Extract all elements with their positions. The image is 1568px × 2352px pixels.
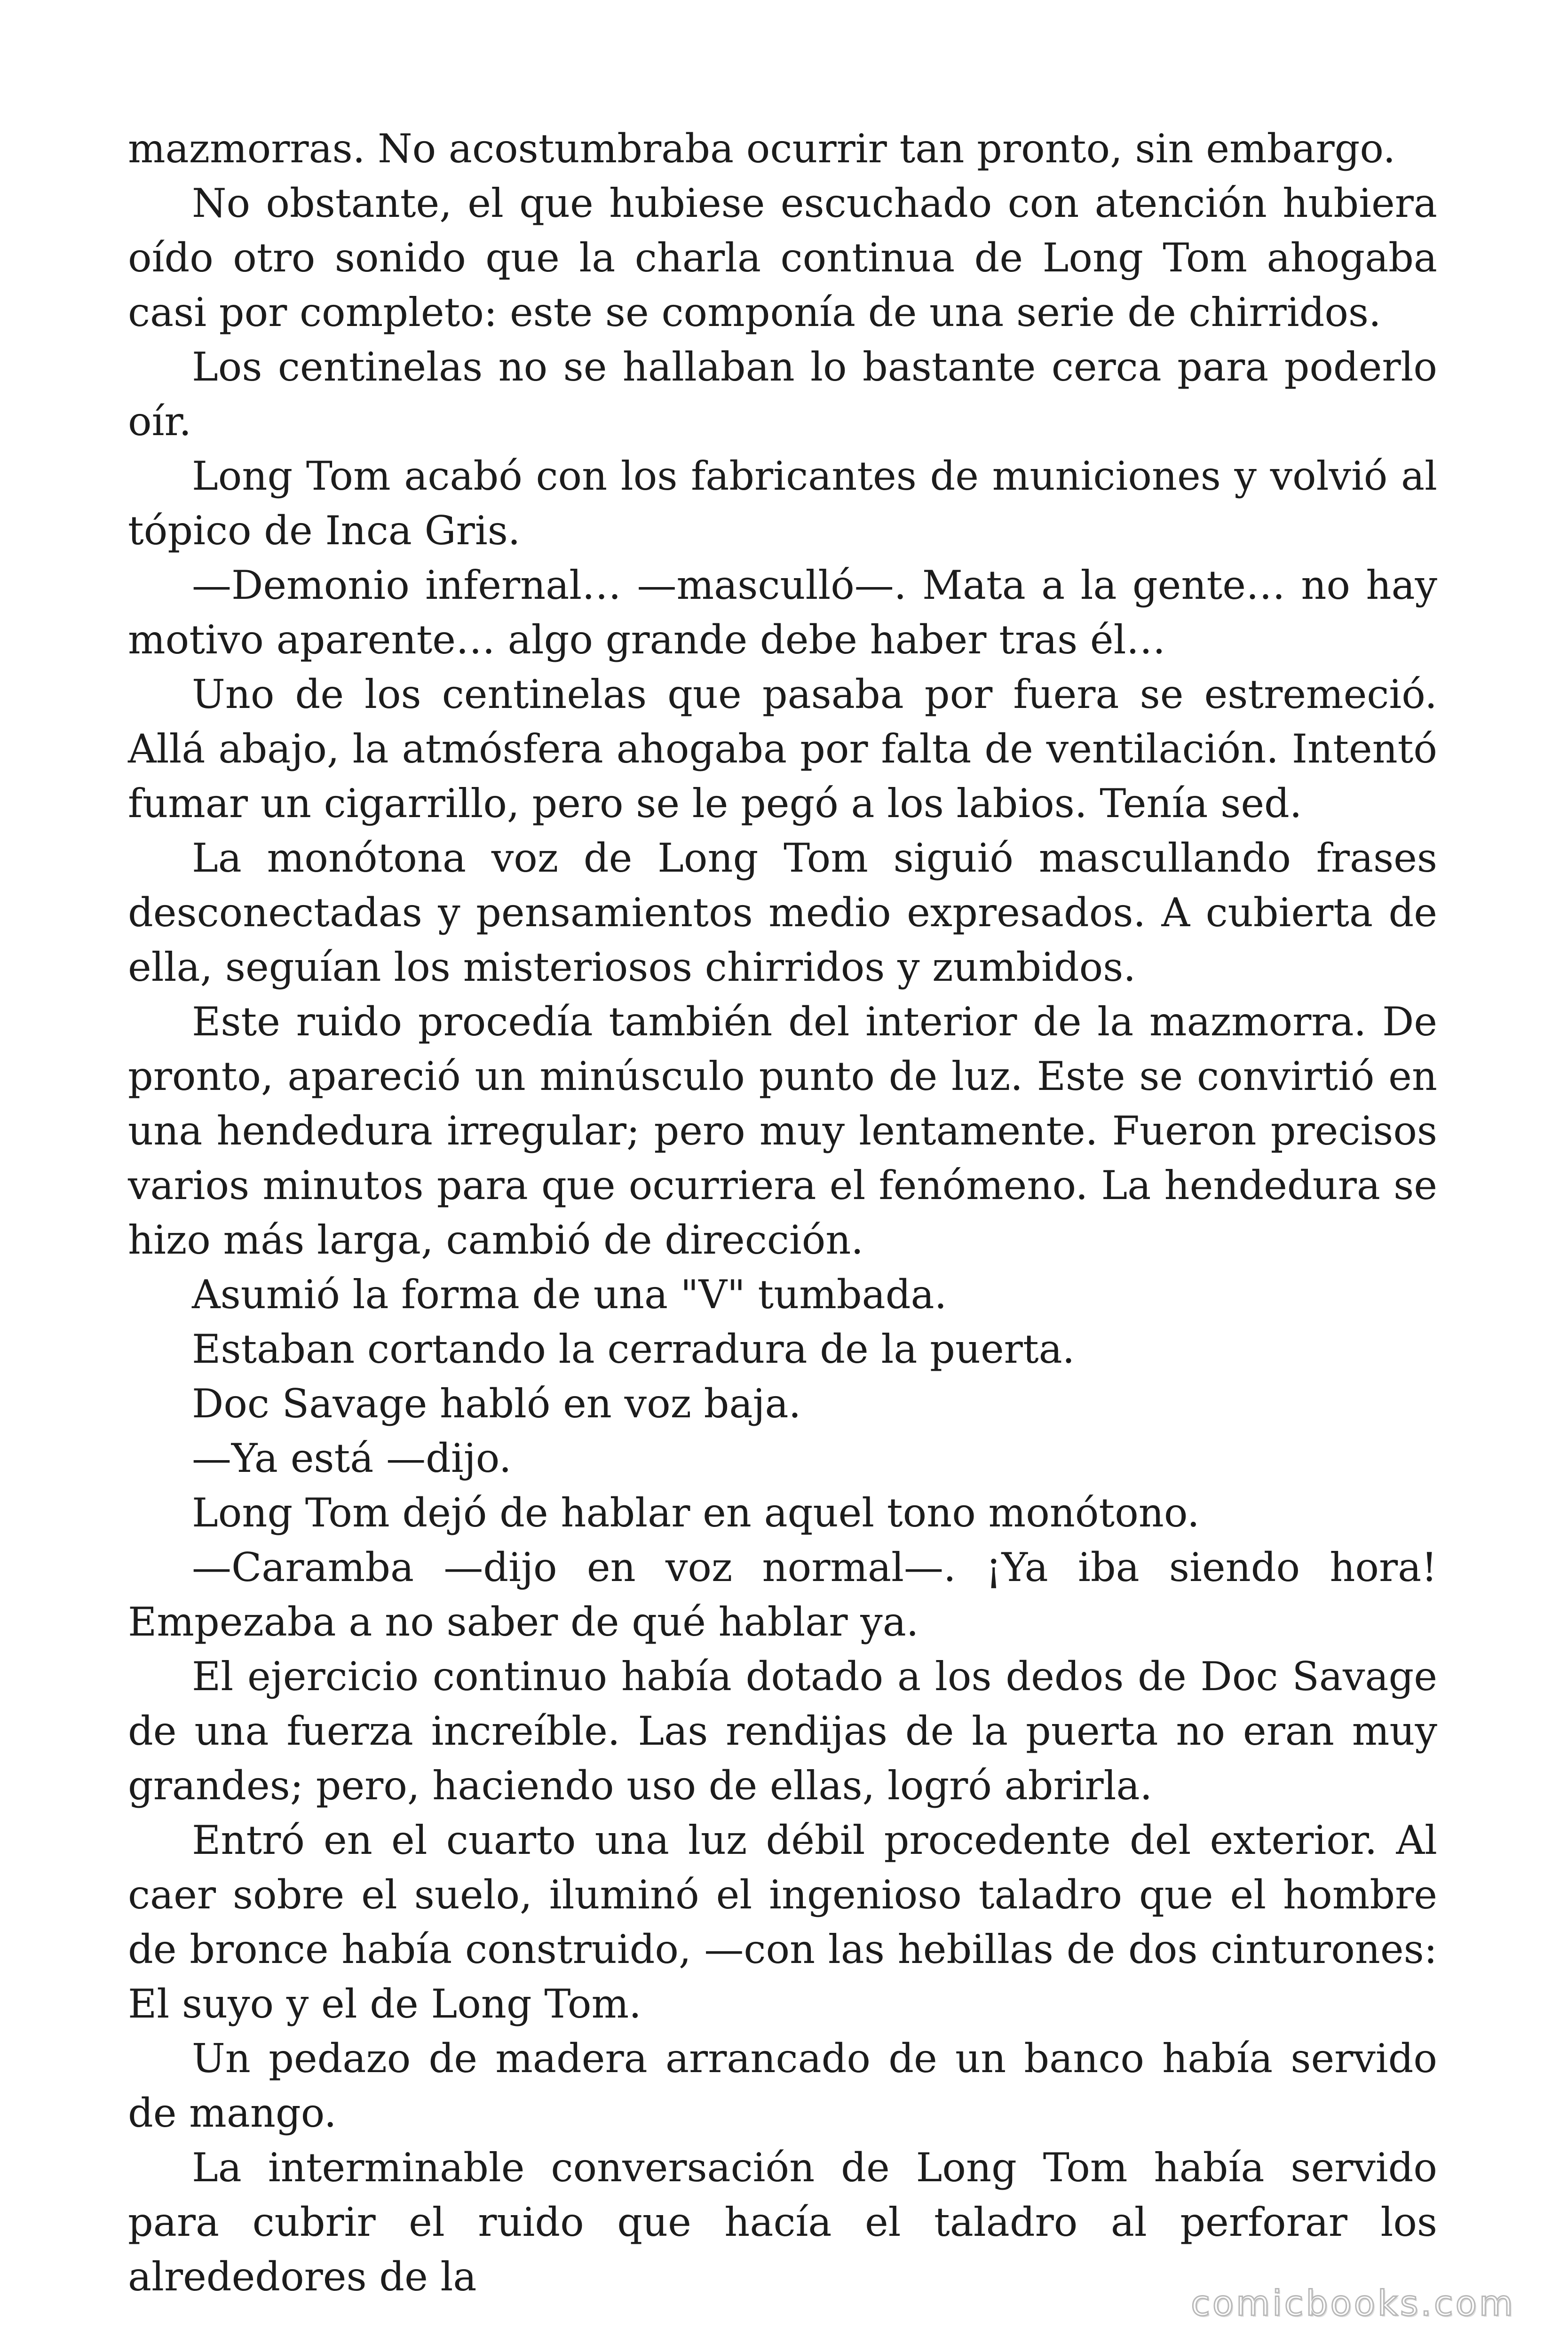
paragraph: Uno de los centinelas que pasaba por fuera se estremeció. Allá abajo, la atmósfera ahogaba por falta de ventilación. Intentó fumar un cigarrillo, pero se le pegó a los labios. Tenía sed. [128, 671, 1437, 826]
paragraph: La interminable conversación de Long Tom había servido para cubrir el ruido que hacía el taladro al perforar los alrededores de la [128, 2145, 1437, 2300]
paragraph: Long Tom acabó con los fabricantes de municiones y volvió al tópico de Inca Gris. [128, 453, 1437, 554]
paragraph: Este ruido procedía también del interior de la mazmorra. De pronto, apareció un minúsculo punto de luz. Este se convirtió en una hendedura irregular; pero muy lentamente. Fueron precisos varios minutos para que ocurriera el fenómeno. La hendedura se hizo más larga, cambió de dirección. [128, 999, 1437, 1263]
page-body [128, 121, 1437, 2304]
paragraph: mazmorras. No acostumbraba ocurrir tan pronto, sin embargo. [128, 126, 1396, 172]
paragraph: Los centinelas no se hallaban lo bastante cerca para poderlo oír. [128, 344, 1437, 445]
paragraph: Long Tom dejó de hablar en aquel tono monótono. [192, 1490, 1200, 1536]
paragraph: —Caramba —dijo en voz normal—. ¡Ya iba siendo hora! Empezaba a no saber de qué hablar ya. [128, 1544, 1437, 1645]
paragraph: —Ya está —dijo. [192, 1435, 512, 1481]
paragraph: La monótona voz de Long Tom siguió mascullando frases desconectadas y pensamientos medio expresados. A cubierta de ella, seguían los misteriosos chirridos y zumbidos. [128, 835, 1437, 990]
paragraph: El ejercicio continuo había dotado a los dedos de Doc Savage de una fuerza increíble. Las rendijas de la puerta no eran muy grandes; pero, haciendo uso de ellas, logró abrirla. [128, 1653, 1437, 1809]
paragraph: Estaban cortando la cerradura de la puerta. [192, 1326, 1075, 1372]
watermark: comicbooks.com [1191, 2283, 1515, 2324]
paragraph: Entró en el cuarto una luz débil procedente del exterior. Al caer sobre el suelo, iluminó el ingenioso taladro que el hombre de bronce había construido, —con las hebillas de dos cinturones: El suyo y el de Long Tom. [128, 1817, 1437, 2027]
paragraph: No obstante, el que hubiese escuchado con atención hubiera oído otro sonido que la charla continua de Long Tom ahogaba casi por completo: este se componía de una serie de chirridos. [128, 180, 1437, 335]
paragraph: —Demonio infernal… —mascullό—. Mata a la gente… no hay motivo aparente… algo grande debe haber tras él… [128, 562, 1437, 663]
paragraph: Asumió la forma de una "V" tumbada. [192, 1271, 947, 1318]
paragraph: Un pedazo de madera arrancado de un banco había servido de mango. [128, 2035, 1437, 2136]
paragraph: Doc Savage habló en voz baja. [192, 1381, 801, 1427]
